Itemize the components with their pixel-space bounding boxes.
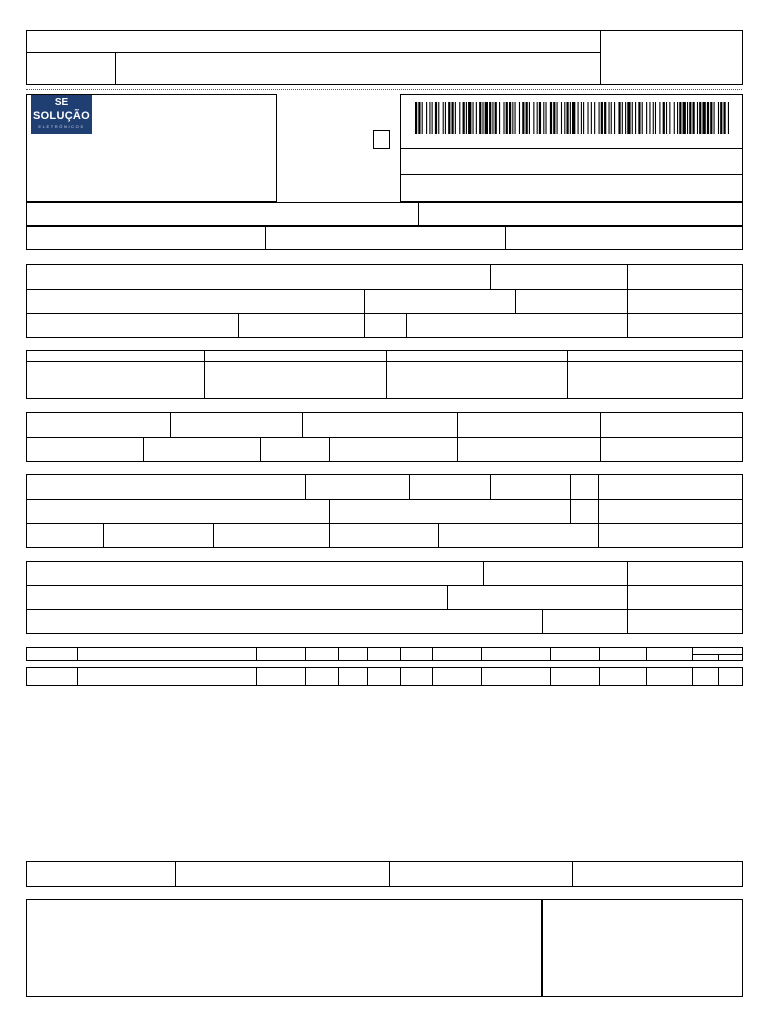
- barcode-bar: [489, 102, 491, 134]
- receipt-vline-1: [600, 30, 601, 85]
- products-col-line: [400, 647, 401, 661]
- barcode-bar: [611, 102, 612, 134]
- products-col-line: [550, 667, 551, 686]
- barcode-bar: [581, 102, 582, 134]
- products-col-line: [550, 647, 551, 661]
- barcode-bar: [594, 102, 595, 134]
- transport-vline-3: [490, 474, 491, 499]
- billing-box: [26, 350, 743, 399]
- transport-vline-1: [305, 474, 306, 499]
- recipient-vline-3: [364, 289, 365, 313]
- barcode-bar: [445, 102, 446, 134]
- barcode-bar: [533, 102, 534, 134]
- products-col-line: [692, 647, 693, 661]
- transport-vline-4: [570, 474, 571, 523]
- transport-vline-8: [213, 523, 214, 548]
- products-col-line: [256, 647, 257, 661]
- barcode-bar: [638, 102, 640, 134]
- transport-vline-9: [438, 523, 439, 548]
- transport-vline-6: [329, 499, 330, 548]
- barcode-bar: [653, 102, 654, 134]
- transport-vline-7: [103, 523, 104, 548]
- transport-box: [26, 474, 743, 548]
- products-col-line: [338, 667, 339, 686]
- barcode-bar: [545, 102, 546, 134]
- products-col-line: [432, 647, 433, 661]
- service-vline-4: [542, 609, 543, 634]
- barcode-bar: [679, 102, 681, 134]
- recipient-vline-6: [364, 313, 365, 338]
- barcode-bar: [550, 102, 552, 134]
- barcode-bar: [663, 102, 665, 134]
- barcode-bar: [718, 102, 719, 134]
- barcode-bar: [666, 102, 667, 134]
- barcode-bar: [463, 102, 465, 134]
- barcode-bar: [578, 102, 579, 134]
- barcode-bar: [561, 102, 562, 134]
- barcode-bar: [415, 102, 417, 134]
- tax-vline-3: [457, 412, 458, 462]
- barcode-bar: [646, 102, 647, 134]
- barcode-bar: [522, 102, 524, 134]
- barcode-bar: [674, 102, 675, 134]
- barcode-bar: [720, 102, 722, 134]
- transport-vline-2: [409, 474, 410, 499]
- recipient-vline-4: [515, 289, 516, 313]
- barcode-bar: [625, 102, 626, 134]
- barcode-bar: [669, 102, 670, 134]
- products-col-line: [400, 667, 401, 686]
- barcode-bar: [509, 102, 511, 134]
- recipient-vline-5: [238, 313, 239, 338]
- products-col-line: [599, 667, 600, 686]
- barcode-bar: [618, 102, 620, 134]
- issqn-vline-3: [572, 861, 573, 887]
- recipient-hline-2: [26, 313, 743, 314]
- barcode-bar: [649, 102, 650, 134]
- barcode-bar: [495, 102, 497, 134]
- barcode-bar: [557, 102, 558, 134]
- tax-vline-6: [260, 437, 261, 462]
- barcode-bar: [572, 102, 575, 134]
- receipt-vline-2: [115, 52, 116, 85]
- barcode-bar: [614, 102, 615, 134]
- issqn-row: [26, 861, 743, 887]
- barcode-bar: [448, 102, 450, 134]
- registration-vline-2: [505, 226, 506, 250]
- additional-data-vline: [541, 899, 543, 997]
- tax-hline: [26, 437, 743, 438]
- products-col-line: [77, 647, 78, 661]
- products-data-row: [26, 667, 743, 686]
- registration-row: [26, 226, 743, 250]
- barcode-bar: [466, 102, 467, 134]
- operation-vline: [418, 202, 419, 226]
- receipt-divider: [26, 52, 600, 53]
- issqn-vline-1: [175, 861, 176, 887]
- products-col-line: [367, 667, 368, 686]
- service-vline-3: [447, 585, 448, 609]
- barcode-bar: [512, 102, 513, 134]
- barcode-bar: [479, 102, 481, 134]
- barcode-bar: [599, 102, 600, 134]
- products-col-line: [256, 667, 257, 686]
- products-col-line: [367, 647, 368, 661]
- barcode-bar: [583, 102, 584, 134]
- barcode-bar: [635, 102, 636, 134]
- barcode-bar: [519, 102, 520, 134]
- billing-hline: [26, 361, 743, 362]
- barcode-bar: [539, 102, 541, 134]
- barcode-bar: [587, 102, 588, 134]
- barcode-bar: [655, 102, 656, 134]
- barcode-bar: [422, 102, 423, 134]
- tax-vline-2: [302, 412, 303, 437]
- service-vline-2: [627, 561, 628, 634]
- barcode-bar: [503, 102, 504, 134]
- products-col-line: [646, 667, 647, 686]
- products-col-line: [338, 647, 339, 661]
- products-col-line: [599, 647, 600, 661]
- barcode-bar: [683, 102, 686, 134]
- barcode-bar: [506, 102, 508, 134]
- tax-vline-7: [329, 437, 330, 462]
- barcode-bar: [687, 102, 688, 134]
- service-vline-1: [483, 561, 484, 585]
- barcode-image: [415, 102, 729, 134]
- barcode-bar: [707, 102, 709, 134]
- barcode-bar: [459, 102, 460, 134]
- products-header-split-v: [718, 654, 719, 661]
- products-col-line: [305, 667, 306, 686]
- operation-row: [26, 202, 743, 226]
- billing-vline-1: [204, 350, 205, 399]
- barcode-bar: [642, 102, 643, 134]
- barcode-bar: [435, 102, 437, 134]
- barcode-bar: [438, 102, 439, 134]
- barcode-divider-2: [400, 174, 743, 175]
- barcode-bar: [627, 102, 630, 134]
- barcode-bar: [472, 102, 473, 134]
- additional-data-box: [26, 899, 743, 997]
- tax-vline-4: [600, 412, 601, 462]
- barcode-divider-1: [400, 148, 743, 149]
- issqn-vline-2: [389, 861, 390, 887]
- barcode-bar: [529, 102, 530, 134]
- transport-hline-2: [26, 523, 743, 524]
- barcode-bar: [604, 102, 606, 134]
- cut-line: [26, 89, 742, 90]
- billing-vline-2: [386, 350, 387, 399]
- logo-subtitle: ELETRÔNICOS: [38, 124, 85, 129]
- barcode-bar: [564, 102, 565, 134]
- barcode-bar: [418, 102, 420, 134]
- barcode-bar: [699, 102, 701, 134]
- billing-vline-3: [567, 350, 568, 399]
- barcode-bar: [677, 102, 678, 134]
- barcode-bar: [426, 102, 427, 134]
- barcode-bar: [443, 102, 444, 134]
- products-col-line: [481, 647, 482, 661]
- barcode-bar: [591, 102, 592, 134]
- barcode-bar: [526, 102, 528, 134]
- transport-hline-1: [26, 499, 743, 500]
- registration-vline-1: [265, 226, 266, 250]
- barcode-bar: [659, 102, 660, 134]
- products-col-line: [305, 647, 306, 661]
- products-col-line: [77, 667, 78, 686]
- recipient-vline-7: [406, 313, 407, 338]
- service-hline-2: [26, 609, 743, 610]
- recipient-vline-2: [627, 264, 628, 338]
- barcode-bar: [622, 102, 623, 134]
- recipient-hline-1: [26, 289, 743, 290]
- barcode-bar: [689, 102, 691, 134]
- barcode-bar: [537, 102, 538, 134]
- barcode-bar: [601, 102, 603, 134]
- entry-exit-box: [373, 130, 390, 149]
- barcode-bar: [553, 102, 555, 134]
- products-col-line: [481, 667, 482, 686]
- barcode-bar: [429, 102, 430, 134]
- barcode-bar: [451, 102, 453, 134]
- barcode-bar: [455, 102, 456, 134]
- barcode-bar: [714, 102, 715, 134]
- tax-vline-5: [143, 437, 144, 462]
- company-logo: [31, 95, 92, 134]
- barcode-bar: [482, 102, 483, 134]
- barcode-bar: [608, 102, 609, 134]
- barcode-bar: [693, 102, 695, 134]
- barcode-bar: [710, 102, 712, 134]
- barcode-bar: [468, 102, 471, 134]
- logo-brand: SOLUÇÃO: [32, 110, 91, 122]
- products-header-row: [26, 647, 743, 661]
- tax-vline-1: [170, 412, 171, 437]
- service-hline-1: [26, 585, 743, 586]
- products-col-line: [718, 667, 719, 686]
- transport-vline-5: [598, 474, 599, 548]
- barcode-bar: [492, 102, 493, 134]
- barcode-bar: [570, 102, 571, 134]
- products-col-line: [432, 667, 433, 686]
- barcode-bar: [543, 102, 544, 134]
- barcode-bar: [432, 102, 433, 134]
- barcode-bar: [728, 102, 729, 134]
- barcode-bar: [476, 102, 477, 134]
- barcode-bar: [723, 102, 725, 134]
- products-col-line: [692, 667, 693, 686]
- barcode-bar: [499, 102, 500, 134]
- barcode-bar: [697, 102, 698, 134]
- barcode-bar: [566, 102, 568, 134]
- products-col-line: [646, 647, 647, 661]
- recipient-vline-1: [490, 264, 491, 289]
- service-box: [26, 561, 743, 634]
- logo-mark: SE: [54, 97, 69, 108]
- barcode-bar: [702, 102, 705, 134]
- barcode-bar: [515, 102, 516, 134]
- recipient-box: [26, 264, 743, 338]
- receipt-strip: [26, 30, 743, 85]
- barcode-bar: [632, 102, 633, 134]
- barcode-bar: [485, 102, 488, 134]
